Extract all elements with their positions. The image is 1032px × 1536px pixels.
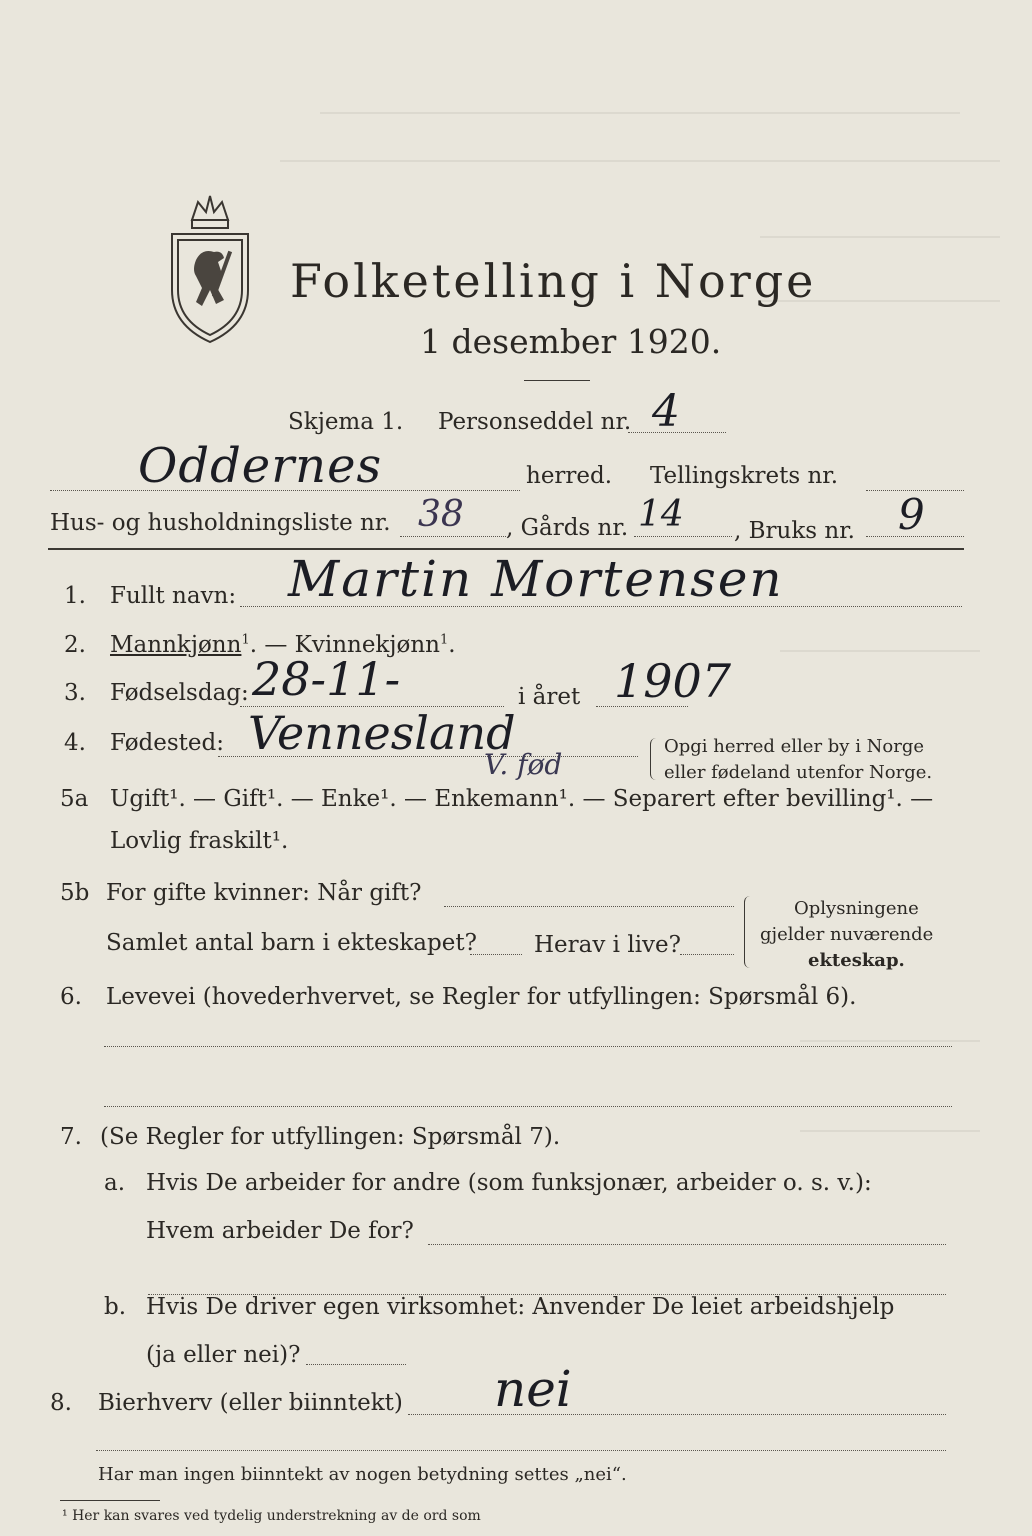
footer-note: Har man ingen biinntekt av nogen betydning settes „nei“. [98,1464,627,1485]
bruks-label: , Bruks nr. [734,518,855,544]
footnote-mark: 1 [241,632,250,648]
occupation-field-line1[interactable] [104,1046,952,1047]
marriage-note-line3: ekteskap. [808,950,905,971]
census-date: 1 desember 1920. [420,322,722,361]
children-alive-label: Herav i live? [534,932,681,958]
husliste-field[interactable] [400,536,506,537]
q7a-line2: Hvem arbeider De for? [146,1218,414,1244]
option-male-underlined[interactable]: Mannkjønn [110,632,242,658]
marriage-note-line2: gjelder nuværende [760,924,934,945]
footnote-mark: 1 [439,632,449,648]
bleed-through [800,1040,980,1042]
tellingskrets-label: Tellingskrets nr. [650,463,839,489]
birthplace-note-line1: Opgi herred eller by i Norge [664,736,925,757]
q6-number: 6. [60,984,82,1010]
q7a-number: a. [104,1170,126,1196]
q7a-line1: Hvis De arbeider for andre (som funksjonær, arbeider o. s. v.): [146,1170,872,1196]
bleed-through [280,160,1000,162]
side-income-field[interactable] [408,1414,946,1415]
bruks-value: 9 [898,490,925,539]
gards-value: 14 [638,494,684,535]
herred-label: herred. [526,463,613,489]
side-income-field-line2[interactable] [96,1450,946,1451]
hired-help-field[interactable] [306,1364,406,1365]
q8-number: 8. [50,1390,72,1416]
marital-status-divorced[interactable]: Lovlig fraskilt¹. [110,828,289,854]
separator: . — [249,632,288,658]
q4-label: Fødested: [110,730,225,756]
separator: . [448,632,456,658]
children-total-label: Samlet antal barn i ekteskapet? [106,930,477,956]
footnote-text: ¹ Her kan svares ved tydelig understrekning av de ord som [62,1508,481,1524]
children-alive-field[interactable] [680,954,734,955]
occupation-field-line2[interactable] [104,1106,952,1107]
bleed-through [760,236,1000,238]
side-income-value: nei [494,1360,572,1418]
herred-value: Oddernes [138,438,383,494]
option-female[interactable]: Kvinnekjønn [294,632,440,658]
q5a-number: 5a [60,786,89,812]
personseddel-value: 4 [652,386,680,437]
birthplace-value: Vennesland [248,706,516,760]
q5b-number: 5b [60,880,90,906]
children-total-field[interactable] [470,954,522,955]
q7b-line2: (ja eller nei)? [146,1342,301,1368]
personseddel-label: Personseddel nr. [438,409,632,435]
husliste-label: Hus- og husholdningsliste nr. [50,510,391,536]
married-when-field[interactable] [444,906,734,907]
birthplace-note-line2: eller fødeland utenfor Norge. [664,762,933,783]
bleed-through [320,112,960,114]
q7-label: (Se Regler for utfyllingen: Spørsmål 7). [100,1124,561,1150]
gards-field[interactable] [634,536,732,537]
title-divider [524,380,590,381]
bleed-through [800,1130,980,1132]
employer-field[interactable] [428,1244,946,1245]
marital-status-options[interactable]: Ugift¹. — Gift¹. — Enke¹. — Enkemann¹. — Separert efter bevilling¹. — [110,786,934,812]
note-brace [650,738,657,780]
schema-label: Skjema 1. [288,409,404,435]
birthdate-value: 28-11- [252,652,401,706]
q1-number: 1. [64,583,86,609]
husliste-value: 38 [418,494,464,535]
footnote-rule [60,1500,160,1501]
marriage-note-line1: Oplysningene [794,898,919,919]
gards-label: , Gårds nr. [506,515,629,541]
q7-number: 7. [60,1124,82,1150]
bleed-through [780,650,980,652]
year-label: i året [518,684,581,710]
q7b-number: b. [104,1294,127,1320]
note-brace [744,896,752,968]
q4-number: 4. [64,730,86,756]
q2-number: 2. [64,632,86,658]
norwegian-coat-of-arms-icon [162,190,258,350]
q8-label: Bierhverv (eller biinntekt) [98,1390,403,1416]
q3-number: 3. [64,680,86,706]
married-when-label: For gifte kvinner: Når gift? [106,880,422,906]
birthyear-value: 1907 [614,654,732,708]
q6-label: Levevei (hovederhvervet, se Regler for utfyllingen: Spørsmål 6). [106,984,857,1010]
full-name-value: Martin Mortensen [288,550,784,608]
marital-annotation: V. fød [484,748,563,781]
q3-label: Fødselsdag: [110,680,249,706]
q7b-line1: Hvis De driver egen virksomhet: Anvender De leiet arbeidshjelp [146,1294,895,1320]
q1-label: Fullt navn: [110,583,237,609]
form-title: Folketelling i Norge [290,254,817,308]
